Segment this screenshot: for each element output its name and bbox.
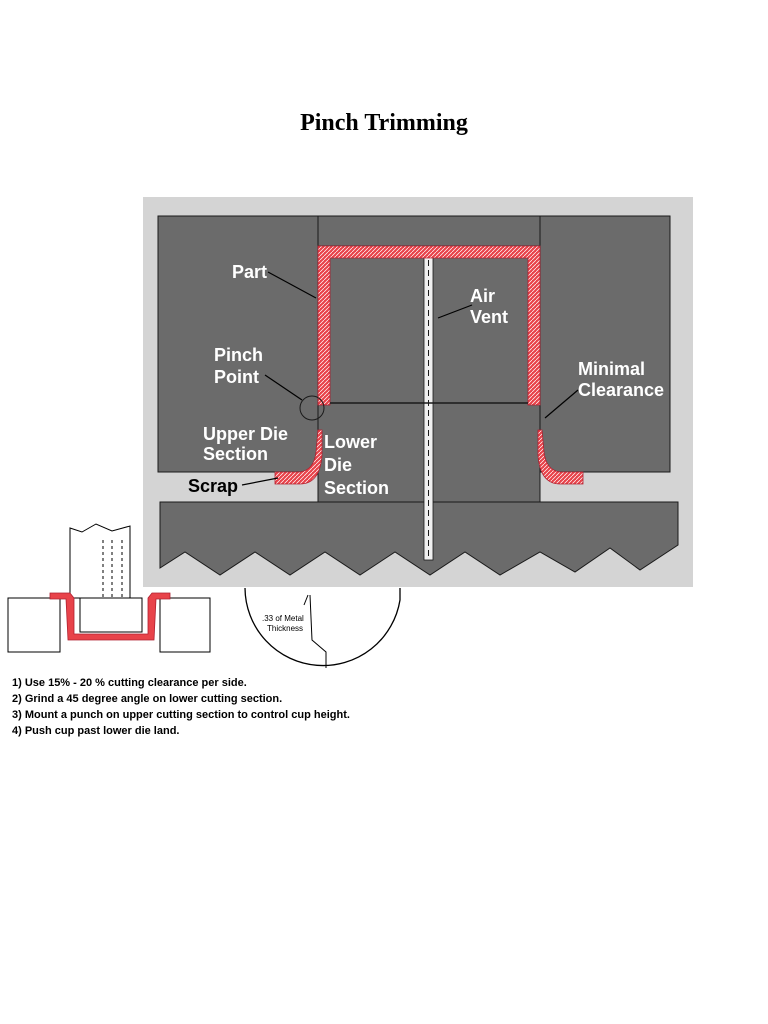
inset-die-right (160, 598, 210, 652)
inset-lower-punch (80, 598, 142, 632)
note-2: 2) Grind a 45 degree angle on lower cutting section. (12, 693, 283, 705)
page-title: Pinch Trimming (300, 110, 468, 136)
label-pinch-point-2: Point (214, 367, 259, 387)
inset-punch (70, 524, 130, 598)
note-1: 1) Use 15% - 20 % cutting clearance per side. (12, 677, 247, 689)
inset-thickness-1: .33 of Metal (262, 614, 304, 623)
note-4: 4) Push cup past lower die land. (12, 725, 180, 737)
inset-detail-edge (310, 595, 326, 668)
label-lower-die-2: Die (324, 455, 353, 475)
label-lower-die-1: Lower (324, 432, 378, 452)
inset-detail-arrow (304, 595, 308, 605)
label-pinch-point-1: Pinch (214, 345, 264, 365)
label-air-vent-1: Air (470, 286, 496, 306)
label-lower-die-3: Section (324, 478, 390, 498)
label-upper-die-1: Upper Die (203, 424, 289, 444)
label-scrap: Scrap (188, 476, 239, 496)
inset-die-left (8, 598, 60, 652)
label-part: Part (232, 262, 268, 282)
label-minimal-clearance-2: Clearance (578, 380, 665, 400)
inset-thickness-2: Thickness (267, 624, 304, 633)
label-minimal-clearance-1: Minimal (578, 359, 646, 379)
upper-center-plate (318, 216, 540, 246)
label-upper-die-2: Section (203, 444, 269, 464)
note-3: 3) Mount a punch on upper cutting section to control cup height. (12, 709, 350, 721)
upper-die-right (540, 216, 670, 472)
label-air-vent-2: Vent (470, 307, 509, 327)
